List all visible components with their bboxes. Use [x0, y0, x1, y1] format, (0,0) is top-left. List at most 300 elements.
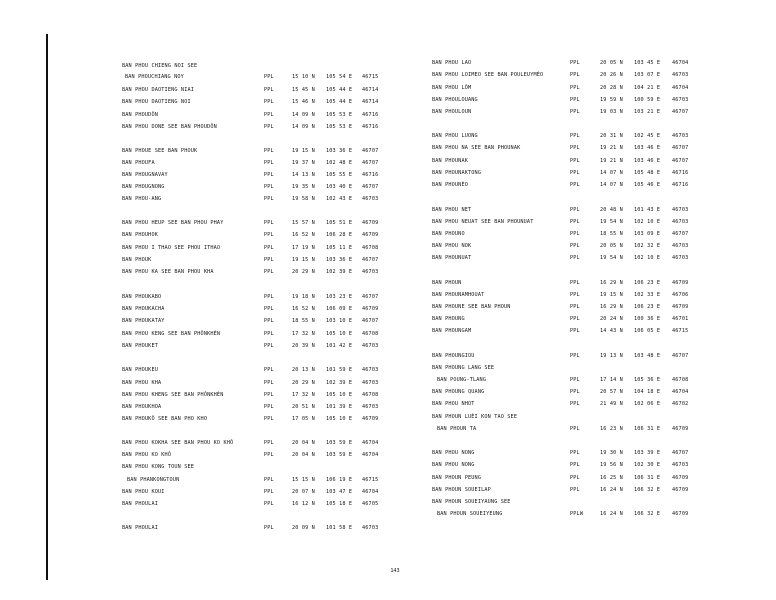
place-name: BAN PHOU NONG	[432, 450, 475, 456]
feature-type: PPL	[570, 72, 580, 78]
place-name: BAN PHOUN SOUEIYAUNG SEE	[432, 499, 511, 505]
feature-type: PPL	[264, 489, 274, 495]
map-code: 46703	[672, 72, 689, 78]
longitude: 105 51 E	[326, 220, 353, 226]
longitude: 101 39 E	[326, 404, 353, 410]
latitude: 19 13 N	[600, 353, 623, 359]
feature-type: PPL	[264, 477, 274, 483]
feature-type: PPL	[264, 220, 274, 226]
latitude: 20 48 N	[600, 207, 623, 213]
feature-type: PPL	[570, 109, 580, 115]
longitude: 106 19 E	[326, 477, 353, 483]
feature-type: PPL	[264, 172, 274, 178]
longitude: 105 10 E	[326, 392, 353, 398]
place-name: BAN PHOUN SOUEILAP	[432, 487, 491, 493]
feature-type: PPL	[264, 440, 274, 446]
place-name: BAN PHOUKÔ SEE BAN PHO KHO	[122, 416, 208, 422]
latitude: 20 05 N	[600, 60, 623, 66]
place-name: BAN PHOU KENG SEE BAN PHÔNKHÈN	[122, 331, 221, 337]
map-code: 46715	[672, 328, 689, 334]
place-name: BAN PHOUN PEUNG	[432, 475, 482, 481]
place-name: BAN PHOU I THAO SEE PHOU ITHAO	[122, 245, 221, 251]
map-code: 46707	[672, 231, 689, 237]
feature-type: PPL	[570, 231, 580, 237]
place-name: BAN PHOU KA SEE BAN PHOU KHA	[122, 269, 214, 275]
longitude: 103 46 E	[634, 145, 661, 151]
place-name: BAN PHOU NEUAT SEE BAN PHOUNUAT	[432, 219, 534, 225]
place-name: BAN PHOUN SOUEIYEUNG	[437, 511, 503, 517]
map-code: 46703	[672, 255, 689, 261]
latitude: 19 54 N	[600, 255, 623, 261]
map-code: 46701	[672, 316, 689, 322]
latitude: 15 45 N	[292, 87, 315, 93]
map-code: 46714	[362, 99, 379, 105]
place-name: BAN PHOUFA	[122, 160, 155, 166]
longitude: 103 40 E	[326, 184, 353, 190]
map-code: 46704	[672, 85, 689, 91]
feature-type: PPL	[264, 87, 274, 93]
latitude: 16 12 N	[292, 501, 315, 507]
map-code: 46708	[362, 331, 379, 337]
feature-type: PPL	[264, 112, 274, 118]
place-name: BAN PHOUGNONG	[122, 184, 165, 190]
place-name: BAN PHOU KHENG SEE BAN PHÔNKHÈN	[122, 392, 224, 398]
latitude: 16 24 N	[600, 511, 623, 517]
latitude: 20 04 N	[292, 440, 315, 446]
map-code: 46705	[362, 501, 379, 507]
feature-type: PPL	[264, 367, 274, 373]
map-code: 46706	[672, 292, 689, 298]
feature-type: PPL	[264, 160, 274, 166]
feature-type: PPL	[264, 452, 274, 458]
latitude: 16 23 N	[600, 426, 623, 432]
longitude: 102 30 E	[634, 462, 661, 468]
longitude: 105 55 E	[326, 172, 353, 178]
place-name: BAN PHANKONGTOUN	[127, 477, 180, 483]
map-code: 46714	[362, 87, 379, 93]
latitude: 20 07 N	[292, 489, 315, 495]
latitude: 16 52 N	[292, 306, 315, 312]
place-name: BAN PHOUNAKTONG	[432, 170, 482, 176]
latitude: 20 29 N	[292, 269, 315, 275]
feature-type: PPL	[264, 318, 274, 324]
longitude: 106 31 E	[634, 475, 661, 481]
place-name: BAN PHOU HEUP SEE BAN PHOU PHAY	[122, 220, 224, 226]
longitude: 103 07 E	[634, 72, 661, 78]
feature-type: PPL	[570, 462, 580, 468]
latitude: 19 15 N	[600, 292, 623, 298]
latitude: 19 15 N	[292, 257, 315, 263]
map-code: 46707	[672, 109, 689, 115]
latitude: 17 32 N	[292, 331, 315, 337]
latitude: 14 09 N	[292, 112, 315, 118]
latitude: 17 32 N	[292, 392, 315, 398]
latitude: 16 52 N	[292, 232, 315, 238]
latitude: 19 21 N	[600, 145, 623, 151]
place-name: BAN PHOUE SEE BAN PHOUK	[122, 148, 198, 154]
latitude: 15 57 N	[292, 220, 315, 226]
place-name: BAN PHOU NOK	[432, 243, 472, 249]
longitude: 101 58 E	[326, 525, 353, 531]
longitude: 104 18 E	[634, 389, 661, 395]
latitude: 14 07 N	[600, 170, 623, 176]
map-code: 46709	[362, 306, 379, 312]
place-name: BAN PHOUNÈO	[432, 182, 469, 188]
map-code: 46704	[362, 489, 379, 495]
latitude: 14 13 N	[292, 172, 315, 178]
latitude: 16 25 N	[600, 475, 623, 481]
place-name: BAN PHOUNGAM	[432, 328, 472, 334]
latitude: 19 21 N	[600, 158, 623, 164]
place-name: BAN PHOUCHIANG NOY	[125, 74, 184, 80]
longitude: 102 32 E	[634, 243, 661, 249]
latitude: 21 49 N	[600, 401, 623, 407]
map-code: 46716	[362, 124, 379, 130]
feature-type: PPL	[570, 353, 580, 359]
latitude: 19 56 N	[600, 462, 623, 468]
feature-type: PPL	[264, 148, 274, 154]
latitude: 20 28 N	[600, 85, 623, 91]
map-code: 46703	[362, 525, 379, 531]
longitude: 103 47 E	[326, 489, 353, 495]
latitude: 14 07 N	[600, 182, 623, 188]
longitude: 103 46 E	[634, 158, 661, 164]
feature-type: PPL	[570, 170, 580, 176]
longitude: 105 53 E	[326, 112, 353, 118]
map-code: 46709	[672, 304, 689, 310]
map-code: 46709	[672, 426, 689, 432]
feature-type: PPL	[570, 133, 580, 139]
place-name: BAN PHOUKET	[122, 343, 159, 349]
longitude: 103 10 E	[326, 318, 353, 324]
longitude: 102 43 E	[326, 196, 353, 202]
map-code: 46709	[362, 416, 379, 422]
feature-type: PPL	[570, 401, 580, 407]
longitude: 106 23 E	[634, 304, 661, 310]
longitude: 103 45 E	[634, 60, 661, 66]
map-code: 46703	[672, 462, 689, 468]
map-code: 46708	[362, 245, 379, 251]
latitude: 14 09 N	[292, 124, 315, 130]
latitude: 20 09 N	[292, 525, 315, 531]
feature-type: PPL	[264, 232, 274, 238]
longitude: 102 10 E	[634, 219, 661, 225]
longitude: 102 33 E	[634, 292, 661, 298]
latitude: 17 19 N	[292, 245, 315, 251]
longitude: 106 28 E	[326, 232, 353, 238]
feature-type: PPL	[264, 269, 274, 275]
longitude: 105 48 E	[634, 170, 661, 176]
map-code: 46709	[672, 475, 689, 481]
longitude: 105 10 E	[326, 331, 353, 337]
map-code: 46707	[362, 318, 379, 324]
longitude: 103 36 E	[326, 257, 353, 263]
place-name: BAN PHOUKABO	[122, 294, 162, 300]
map-code: 46703	[672, 219, 689, 225]
longitude: 106 23 E	[634, 280, 661, 286]
place-name: BAN PHOUNG QUANG	[432, 389, 485, 395]
feature-type: PPL	[264, 245, 274, 251]
latitude: 20 05 N	[600, 243, 623, 249]
longitude: 101 42 E	[326, 343, 353, 349]
feature-type: PPL	[570, 280, 580, 286]
map-code: 46715	[362, 477, 379, 483]
feature-type: PPL	[570, 158, 580, 164]
latitude: 15 46 N	[292, 99, 315, 105]
feature-type: PPL	[570, 377, 580, 383]
map-code: 46716	[672, 182, 689, 188]
place-name: BAN PHOU DAOTIENG NIAI	[122, 87, 195, 93]
latitude: 20 31 N	[600, 133, 623, 139]
longitude: 105 18 E	[326, 501, 353, 507]
map-code: 46703	[362, 404, 379, 410]
place-name: BAN PHOUNGIOU	[432, 353, 475, 359]
map-code: 46703	[672, 207, 689, 213]
feature-type: PPL	[570, 219, 580, 225]
longitude: 106 09 E	[326, 306, 353, 312]
map-code: 46707	[362, 257, 379, 263]
feature-type: PPL	[264, 257, 274, 263]
place-name: BAN PHOUK	[122, 257, 152, 263]
latitude: 20 51 N	[292, 404, 315, 410]
place-name: BAN POUNG-TLANG	[437, 377, 487, 383]
feature-type: PPL	[570, 450, 580, 456]
longitude: 102 10 E	[634, 255, 661, 261]
longitude: 103 59 E	[326, 452, 353, 458]
latitude: 16 29 N	[600, 304, 623, 310]
feature-type: PPL	[570, 328, 580, 334]
map-code: 46716	[362, 112, 379, 118]
map-code: 46707	[362, 160, 379, 166]
latitude: 17 14 N	[600, 377, 623, 383]
feature-type: PPL	[264, 99, 274, 105]
map-code: 46703	[362, 343, 379, 349]
map-code: 46707	[362, 184, 379, 190]
latitude: 20 04 N	[292, 452, 315, 458]
map-code: 46704	[362, 440, 379, 446]
feature-type: PPL	[570, 182, 580, 188]
feature-type: PPL	[570, 487, 580, 493]
longitude: 103 59 E	[326, 440, 353, 446]
longitude: 106 31 E	[634, 426, 661, 432]
map-code: 46703	[672, 133, 689, 139]
place-name: BAN PHOU LUONG	[432, 133, 478, 139]
feature-type: PPL	[264, 184, 274, 190]
place-name: BAN PHOU NET	[432, 207, 472, 213]
place-name: BAN PHOU KONG TOUN SEE	[122, 464, 195, 470]
map-code: 46709	[672, 511, 689, 517]
map-code: 46709	[362, 220, 379, 226]
place-name: BAN PHOU CHIENG NOI SEE	[122, 63, 198, 69]
place-name: BAN PHOU KHA	[122, 380, 162, 386]
feature-type: PPL	[264, 331, 274, 337]
longitude: 101 59 E	[326, 367, 353, 373]
place-name: BAN PHOUNG	[432, 316, 465, 322]
place-name: BAN PHOUHOK	[122, 232, 159, 238]
place-name: BAN PHOUNE SEE BAN PHOUN	[432, 304, 511, 310]
longitude: 101 43 E	[634, 207, 661, 213]
longitude: 100 59 E	[634, 97, 661, 103]
feature-type: PPL	[264, 404, 274, 410]
longitude: 103 39 E	[634, 450, 661, 456]
longitude: 103 36 E	[326, 148, 353, 154]
map-code: 46715	[362, 74, 379, 80]
place-name: BAN PHOU DAOTIENG NOI	[122, 99, 191, 105]
map-code: 46704	[362, 452, 379, 458]
place-name: BAN PHOU LÔM	[432, 85, 472, 91]
longitude: 102 45 E	[634, 133, 661, 139]
feature-type: PPL	[570, 255, 580, 261]
latitude: 19 54 N	[600, 219, 623, 225]
place-name: BAN PHOU-ANG	[122, 196, 162, 202]
place-name: BAN PHOU DONE SEE BAN PHOUDÔN	[122, 124, 217, 130]
longitude: 105 44 E	[326, 87, 353, 93]
place-name: BAN PHOUNAK	[432, 158, 469, 164]
place-name: BAN PHOU LOIMEO SEE BAN POULEUYMÈO	[432, 72, 544, 78]
longitude: 103 09 E	[634, 231, 661, 237]
place-name: BAN PHOUNUAT	[432, 255, 472, 261]
feature-type: PPL	[264, 343, 274, 349]
latitude: 16 29 N	[600, 280, 623, 286]
feature-type: PPL	[570, 60, 580, 66]
longitude: 105 10 E	[326, 416, 353, 422]
feature-type: PPL	[570, 243, 580, 249]
feature-type: PPL	[570, 475, 580, 481]
feature-type: PPL	[264, 124, 274, 130]
feature-type: PPL	[570, 145, 580, 151]
longitude: 105 44 E	[326, 99, 353, 105]
map-code: 46707	[672, 353, 689, 359]
feature-type: PPL	[264, 196, 274, 202]
longitude: 105 46 E	[634, 182, 661, 188]
latitude: 15 15 N	[292, 477, 315, 483]
map-code: 46708	[362, 392, 379, 398]
feature-type: PPL	[264, 74, 274, 80]
map-code: 46707	[672, 158, 689, 164]
map-code: 46703	[362, 269, 379, 275]
feature-type: PPL	[570, 85, 580, 91]
longitude: 106 05 E	[634, 328, 661, 334]
place-name: BAN PHOU LAO	[432, 60, 472, 66]
place-name: BAN PHOU KO KHÔ	[122, 452, 172, 458]
place-name: BAN PHOUKACHA	[122, 306, 165, 312]
map-code: 46702	[672, 401, 689, 407]
longitude: 106 32 E	[634, 511, 661, 517]
longitude: 102 48 E	[326, 160, 353, 166]
binding-rule	[46, 34, 48, 580]
feature-type: PPL	[264, 294, 274, 300]
place-name: BAN PHOULAI	[122, 501, 159, 507]
latitude: 20 13 N	[292, 367, 315, 373]
map-code: 46707	[672, 145, 689, 151]
latitude: 19 37 N	[292, 160, 315, 166]
latitude: 17 05 N	[292, 416, 315, 422]
latitude: 19 58 N	[292, 196, 315, 202]
place-name: BAN PHOU NONG	[432, 462, 475, 468]
map-code: 46703	[362, 367, 379, 373]
latitude: 20 24 N	[600, 316, 623, 322]
longitude: 105 11 E	[326, 245, 353, 251]
latitude: 19 35 N	[292, 184, 315, 190]
longitude: 105 54 E	[326, 74, 353, 80]
feature-type: PPL	[264, 380, 274, 386]
feature-type: PPL	[570, 207, 580, 213]
map-code: 46708	[672, 377, 689, 383]
map-code: 46716	[362, 172, 379, 178]
longitude: 102 06 E	[634, 401, 661, 407]
feature-type: PPL	[570, 316, 580, 322]
latitude: 20 57 N	[600, 389, 623, 395]
map-code: 46704	[672, 389, 689, 395]
place-name: BAN PHOULAI	[122, 525, 159, 531]
feature-type: PPL	[264, 501, 274, 507]
feature-type: PPL	[570, 389, 580, 395]
longitude: 100 36 E	[634, 316, 661, 322]
place-name: BAN PHOUKATAY	[122, 318, 165, 324]
longitude: 103 21 E	[634, 109, 661, 115]
latitude: 16 24 N	[600, 487, 623, 493]
map-code: 46707	[672, 450, 689, 456]
place-name: BAN PHOUGNAVAY	[122, 172, 168, 178]
place-name: BAN PHOUN TA	[437, 426, 477, 432]
feature-type: PPLW	[570, 511, 584, 517]
page-number: 143	[390, 568, 400, 574]
map-code: 46707	[362, 148, 379, 154]
longitude: 106 32 E	[634, 487, 661, 493]
place-name: BAN PHOU NHOT	[432, 401, 475, 407]
longitude: 103 23 E	[326, 294, 353, 300]
latitude: 14 43 N	[600, 328, 623, 334]
map-code: 46709	[672, 487, 689, 493]
map-code: 46703	[362, 196, 379, 202]
feature-type: PPL	[264, 306, 274, 312]
place-name: BAN PHOUKHOA	[122, 404, 162, 410]
map-code: 46703	[672, 97, 689, 103]
longitude: 105 36 E	[634, 377, 661, 383]
feature-type: PPL	[264, 525, 274, 531]
latitude: 19 15 N	[292, 148, 315, 154]
longitude: 102 39 E	[326, 380, 353, 386]
feature-type: PPL	[570, 97, 580, 103]
map-code: 46703	[672, 243, 689, 249]
latitude: 19 18 N	[292, 294, 315, 300]
map-code: 46703	[362, 380, 379, 386]
place-name: BAN PHOUDÔN	[122, 112, 159, 118]
longitude: 104 21 E	[634, 85, 661, 91]
place-name: BAN PHOULOUN	[432, 109, 472, 115]
latitude: 20 29 N	[292, 380, 315, 386]
place-name: BAN PHOU KOKHA SEE BAN PHOU KO KHÔ	[122, 440, 234, 446]
place-name: BAN PHOUNAMHOUAT	[432, 292, 485, 298]
map-code: 46704	[672, 60, 689, 66]
latitude: 19 30 N	[600, 450, 623, 456]
feature-type: PPL	[570, 304, 580, 310]
place-name: BAN PHOUNG LANG SEE	[432, 365, 495, 371]
latitude: 20 26 N	[600, 72, 623, 78]
place-name: BAN PHOUN	[432, 280, 462, 286]
map-code: 46709	[672, 280, 689, 286]
place-name: BAN PHOUKEU	[122, 367, 159, 373]
place-name: BAN PHOU NA SEE BAN PHOUNAK	[432, 145, 521, 151]
place-name: BAN PHOULOUANG	[432, 97, 478, 103]
latitude: 18 55 N	[292, 318, 315, 324]
latitude: 18 55 N	[600, 231, 623, 237]
latitude: 19 03 N	[600, 109, 623, 115]
feature-type: PPL	[264, 416, 274, 422]
longitude: 102 39 E	[326, 269, 353, 275]
longitude: 105 53 E	[326, 124, 353, 130]
feature-type: PPL	[264, 392, 274, 398]
